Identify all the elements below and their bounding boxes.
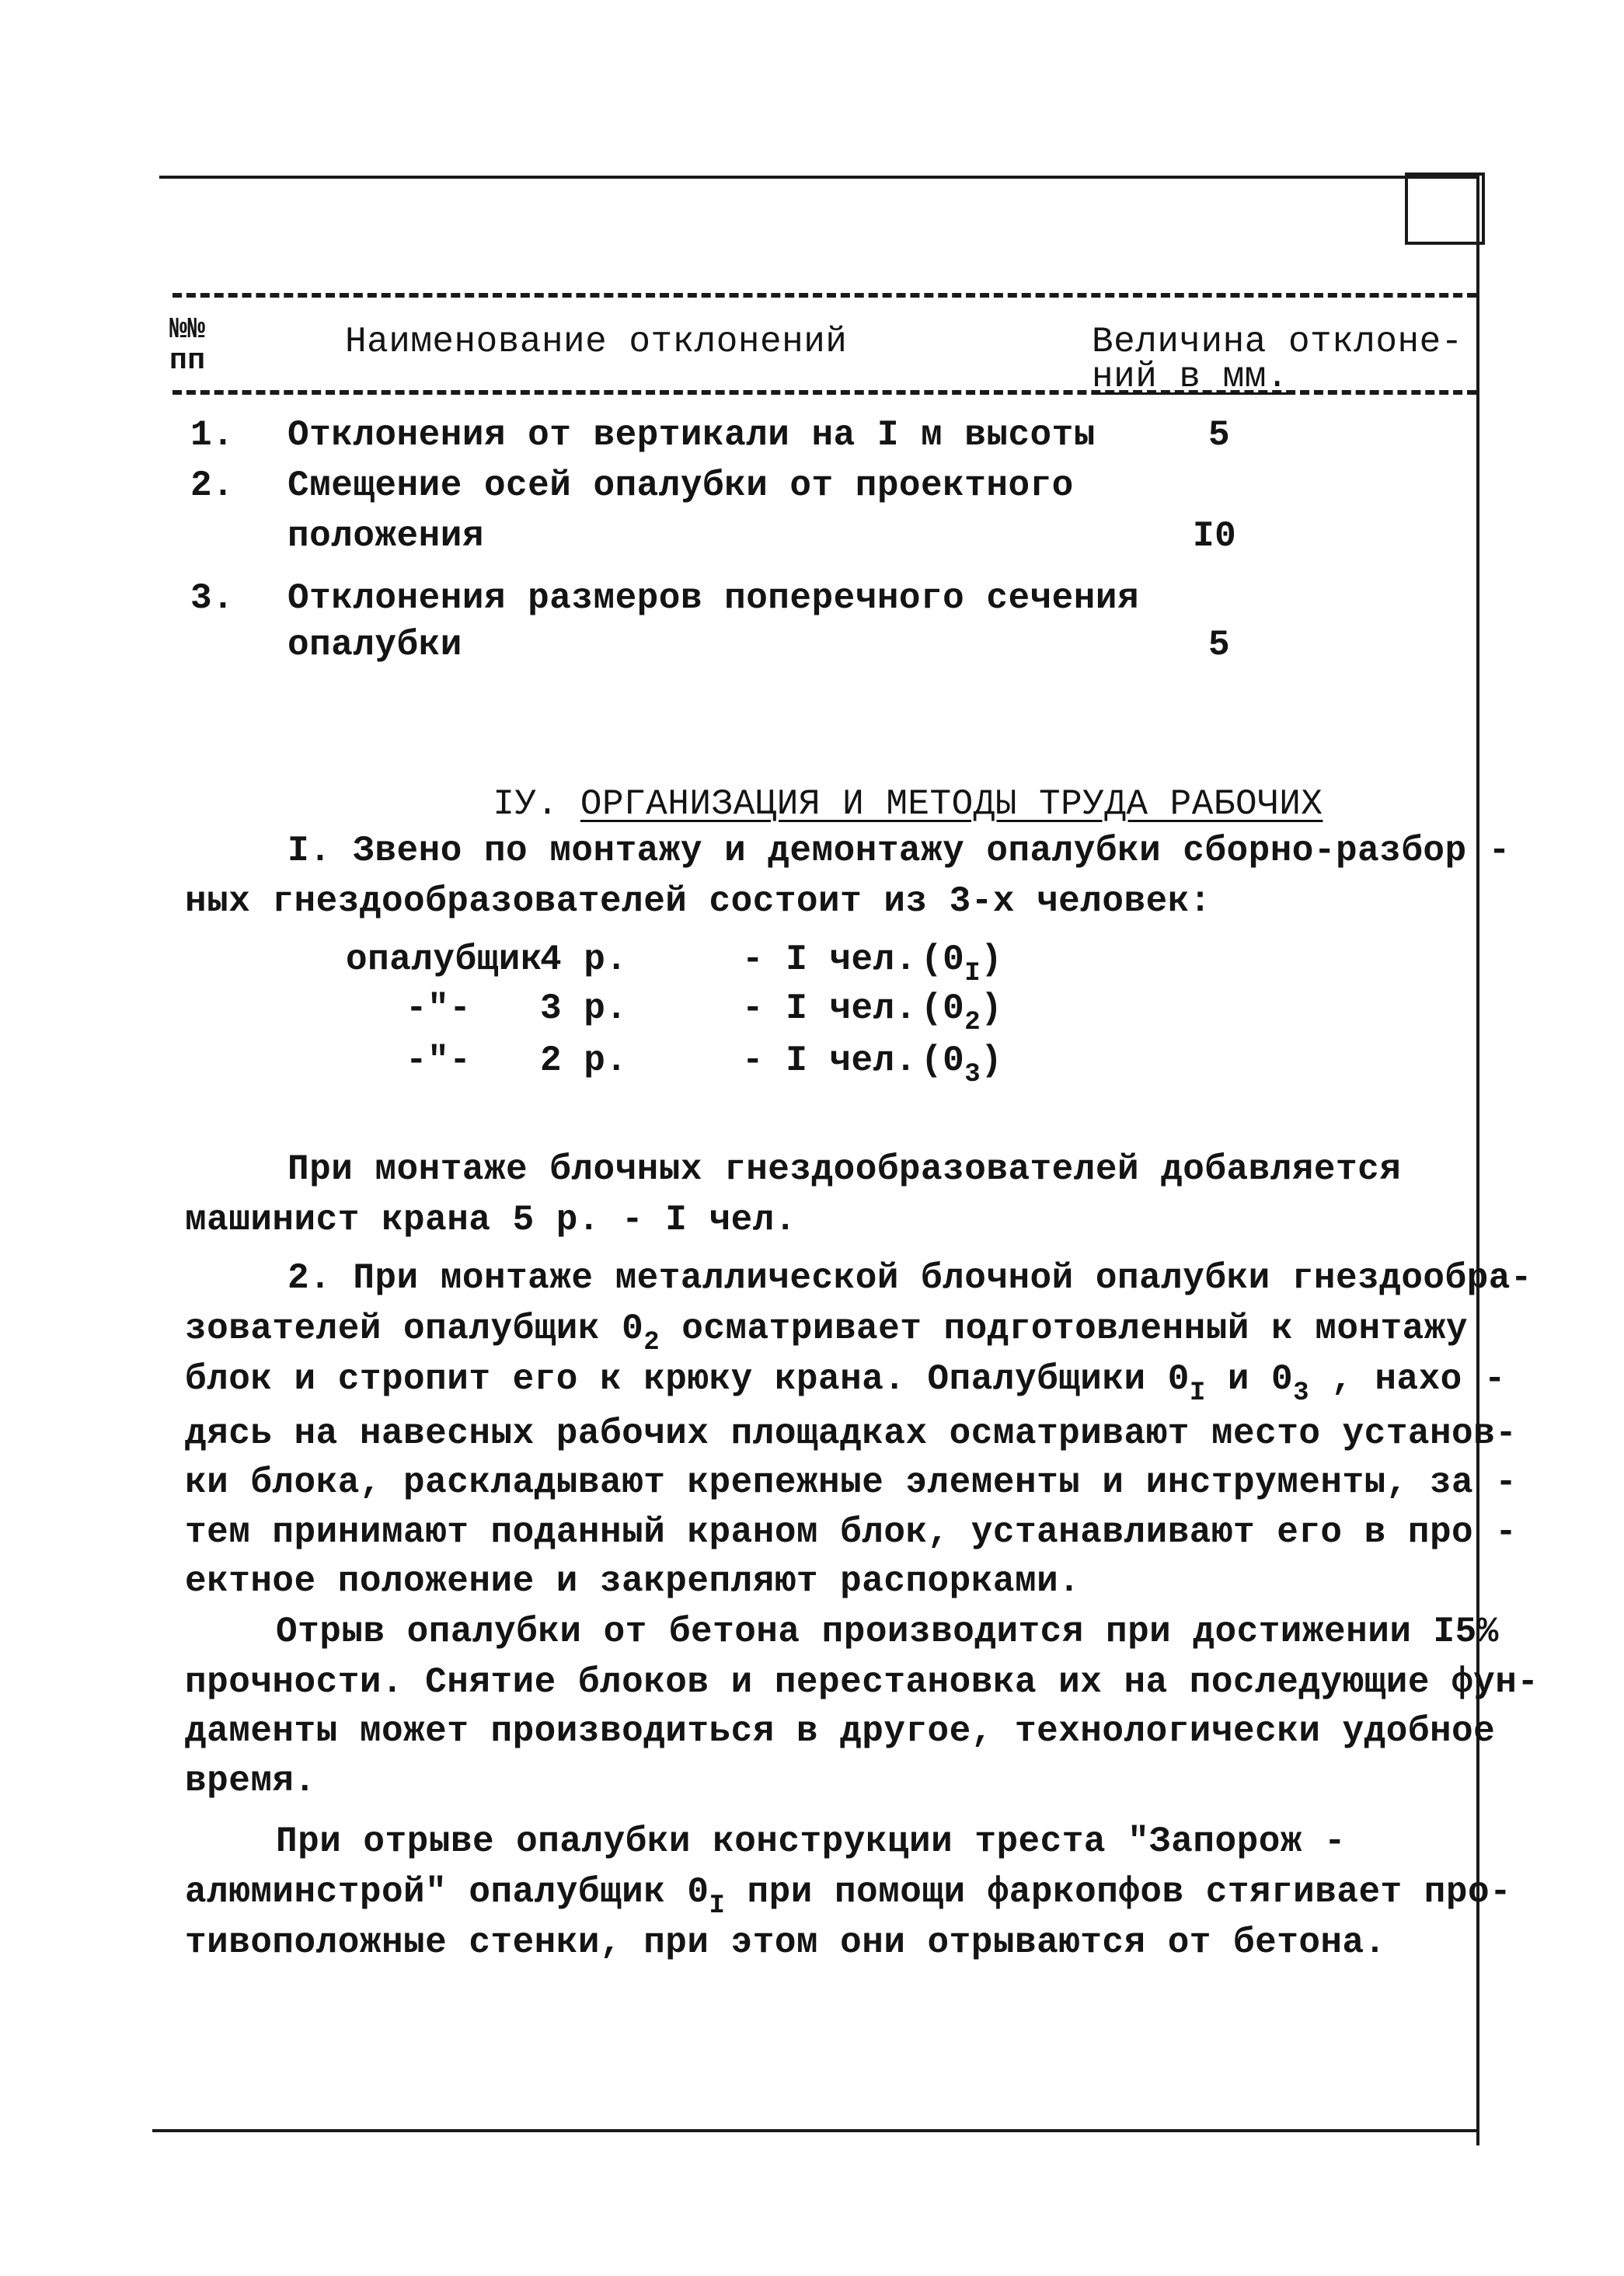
paragraph-1-line-1: I. Звено по монтажу и демонтажу опалубки сборно-разбор - — [288, 831, 1511, 871]
bottom-border-line — [152, 2129, 1479, 2132]
right-border-line — [1476, 176, 1479, 2145]
section-title: ОРГАНИЗАЦИЯ И МЕТОДЫ ТРУДА РАБОЧИХ — [580, 784, 1323, 824]
crew-grade: 2 р. — [540, 1040, 628, 1081]
crew-count: - I чел. — [742, 939, 917, 980]
paragraph-4-line-2: алюминстрой" опалубщик $0_I$ при помощи фаркопфов стягивает про- — [185, 1872, 1512, 1921]
row-value: I0 — [1193, 516, 1237, 556]
paragraph-2-line-5: ки блока, раскладывают крепежные элементы и инструменты, за - — [185, 1462, 1518, 1503]
paragraph-4-line-3: тивоположные стенки, при этом они отрываются от бетона. — [185, 1922, 1386, 1963]
paragraph-2-line-7: ектное положение и закрепляют распорками. — [185, 1561, 1081, 1602]
crew-role: -"- — [406, 988, 472, 1029]
table-header-value-line1: Величина отклоне- — [1092, 322, 1463, 362]
table-header-value-line2: ний в мм. — [1092, 357, 1288, 397]
paragraph-2-line-3: блок и стропит его к крюку крана. Опалубщики $0_I$ и $0_3$ , нахо - — [185, 1359, 1506, 1408]
corner-stamp-box — [1405, 173, 1485, 245]
crew-count: - I чел. — [742, 988, 917, 1029]
row-name: Отклонения размеров поперечного сечения — [288, 578, 1140, 619]
paragraph-3-line-1: Отрыв опалубки от бетона производится при достижении I5% — [276, 1612, 1499, 1652]
row-number: 1. — [190, 415, 235, 455]
row-value: 5 — [1208, 415, 1231, 455]
row-value: 5 — [1208, 625, 1231, 665]
table-header-number: №№ пп — [169, 313, 206, 378]
row-name-continued: положения — [288, 516, 484, 556]
crew-code: $(0_2)$ — [921, 988, 1003, 1037]
table-header-top-rule — [173, 293, 1476, 298]
table-header-name: Наименование отклонений — [345, 322, 848, 362]
paragraph-3-line-2: прочности. Снятие блоков и перестановка их на последующие фун- — [185, 1662, 1539, 1703]
crew-role: опалубщик — [346, 939, 542, 980]
crew-code: $(0_I)$ — [921, 939, 1003, 988]
crew-role: -"- — [406, 1040, 472, 1081]
crew-count: - I чел. — [742, 1040, 917, 1081]
row-name: Отклонения от вертикали на I м высоты — [288, 415, 1096, 455]
paragraph-2-line-2: зователей опалубщик $0_2$ осматривает подготовленный к монтажу — [185, 1309, 1468, 1358]
row-name-continued: опалубки — [288, 625, 462, 665]
paragraph-3-line-4: время. — [185, 1761, 316, 1801]
row-number: 2. — [190, 465, 235, 506]
paragraph-2-line-1: 2. При монтаже металлической блочной опалубки гнездообра- — [288, 1258, 1532, 1298]
top-border-line — [159, 176, 1479, 179]
row-number: 3. — [190, 578, 235, 619]
paragraph-2-line-4: дясь на навесных рабочих площадках осматривают место установ- — [185, 1413, 1518, 1454]
paragraph-4-line-1: При отрыве опалубки конструкции треста "Запорож - — [276, 1821, 1347, 1862]
section-number: IУ. — [493, 784, 559, 824]
crane-paragraph-line-1: При монтаже блочных гнездообразователей добавляется — [288, 1149, 1402, 1190]
row-name: Смещение осей опалубки от проектного — [288, 465, 1074, 506]
paragraph-1-line-2: ных гнездообразователей состоит из 3-х человек: — [185, 881, 1211, 922]
crew-grade: 3 р. — [540, 988, 628, 1029]
crew-code: $(0_3)$ — [921, 1040, 1003, 1089]
crew-grade: 4 р. — [540, 939, 628, 980]
crane-paragraph-line-2: машинист крана 5 р. - I чел. — [185, 1200, 796, 1240]
paragraph-3-line-3: даменты может производиться в другое, технологически удобное — [185, 1711, 1496, 1751]
paragraph-2-line-6: тем принимают поданный краном блок, устанавливают его в про - — [185, 1512, 1518, 1553]
